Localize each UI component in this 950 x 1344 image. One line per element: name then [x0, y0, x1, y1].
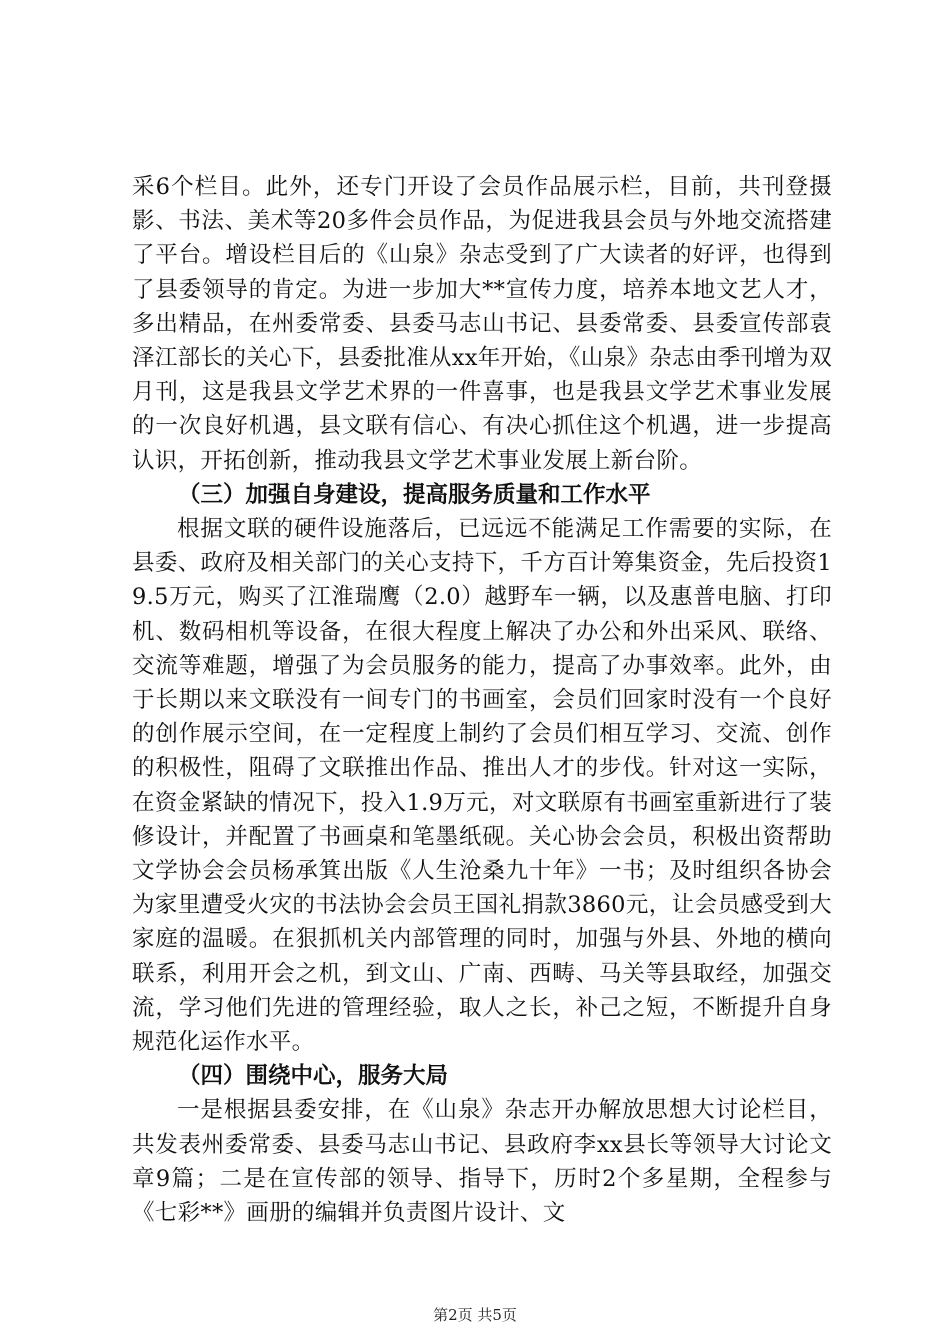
section-heading-4: （四）围绕中心，服务大局 [178, 1063, 449, 1090]
paragraph-continued: 采6个栏目。此外，还专门开设了会员作品展示栏，目前，共刊登摄影、书法、美术等20多件会员作品，为促进我县会员与外地交流搭建了平台。增设栏目后的《山泉》杂志受到了广大读者的好评，也得到了县委领导的肯定。为进一步加大**宣传力度，培养本地文艺人才，多出精品，在州委常委、县委马志山书记、县委常委、县委宣传部袁泽江部长的关心下，县委批准从xx年开始，《山泉》杂志由季刊增为双月刊，这是我县文学艺术界的一件喜事，也是我县文学艺术事业发展的一次良好机遇，县文联有信心、有决心抓住这个机遇，进一步提高认识，开拓创新，推动我县文学艺术事业发展上新台阶。 [132, 174, 832, 474]
section-heading-3: （三）加强自身建设，提高服务质量和工作水平 [178, 481, 651, 508]
document-body [132, 170, 832, 1230]
page-number-footer: 第2页 共5页 [433, 1306, 517, 1324]
paragraph-section-4: 一是根据县委安排，在《山泉》杂志开办解放思想大讨论栏目，共发表州委常委、县委马志山书记、县政府李xx县长等领导大讨论文章9篇；二是在宣传部的领导、指导下，历时2个多星期，全程参与《七彩**》画册的编辑并负责图片设计、文 [132, 1097, 832, 1227]
paragraph-section-3: 根据文联的硬件设施落后，已远远不能满足工作需要的实际，在县委、政府及相关部门的关心支持下，千方百计筹集资金，先后投资19.5万元，购买了江淮瑞鹰（2.0）越野车一辆，以及惠普电脑、打印机、数码相机等设备，在很大程度上解决了办公和外出采风、联络、交流等难题，增强了为会员服务的能力，提高了办事效率。此外，由于长期以来文联没有一间专门的书画室，会员们回家时没有一个良好的创作展示空间，在一定程度上制约了会员们相互学习、交流、创作的积极性，阻碍了文联推出作品、推出人才的步伐。针对这一实际，在资金紧缺的情况下，投入1.9万元，对文联原有书画室重新进行了装修设计，并配置了书画桌和笔墨纸砚。关心协会会员，积极出资帮助文学协会会员杨承箕出版《人生沧桑九十年》一书；及时组织各协会为家里遭受火灾的书法协会会员王国礼捐款3860元，让会员感受到大家庭的温暖。在狠抓机关内部管理的同时，加强与外县、外地的横向联系，利用开会之机，到文山、广南、西畴、马关等县取经，加强交流，学习他们先进的管理经验，取人之长，补己之短，不断提升自身规范化运作水平。 [132, 516, 832, 1056]
